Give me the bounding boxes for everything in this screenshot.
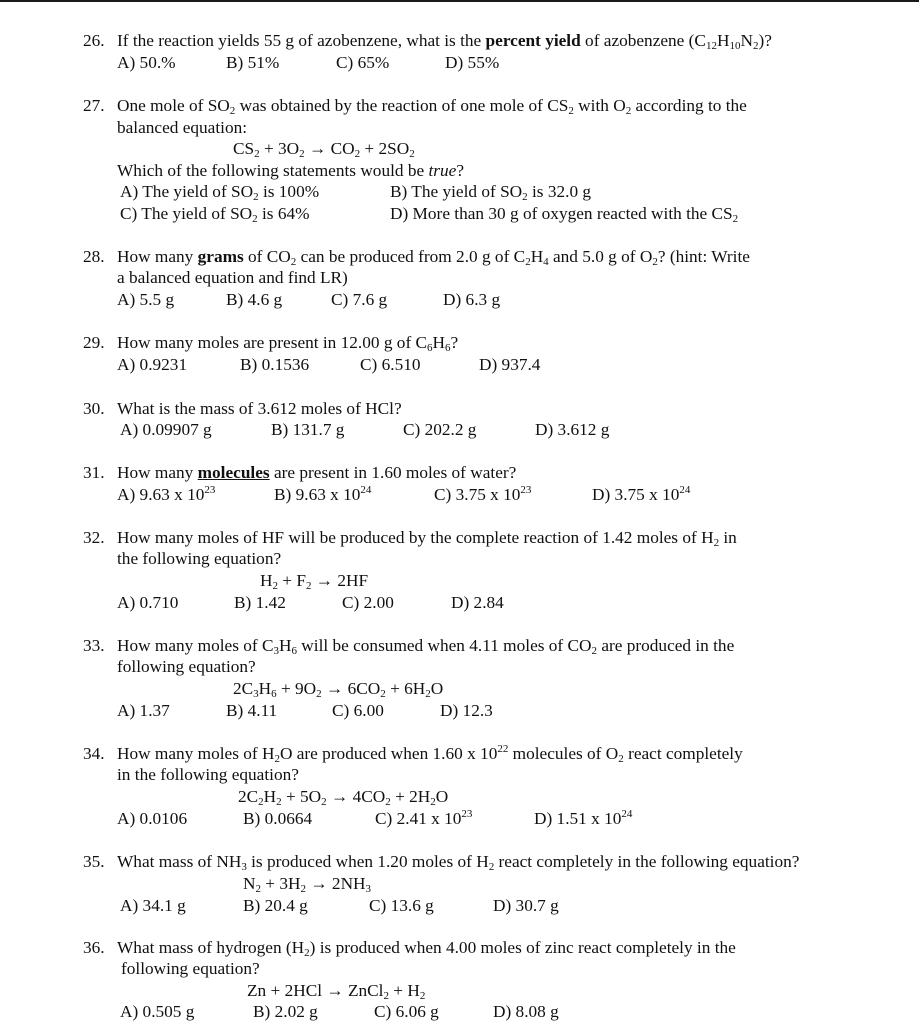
question-29-option-a[interactable]: A) 0.9231 <box>117 355 188 374</box>
question-35-option-c[interactable]: C) 13.6 g <box>369 896 434 915</box>
question-30-option-b[interactable]: B) 131.7 g <box>271 420 345 439</box>
question-34-equation: $2C_2H_2 + 5O_2 \to 4CO_2 + 2H_2O$ <box>238 787 449 808</box>
question-34-option-d[interactable]: D) 1.51 x $10^{24}$ <box>534 808 633 828</box>
question-27-equation: $CS_2 + 3O_2 \to CO_2 + 2SO_2$ <box>233 139 415 160</box>
question-31-number: 31. <box>83 463 105 482</box>
question-28-number: 28. <box>83 247 105 266</box>
question-35-option-d[interactable]: D) 30.7 g <box>493 896 559 915</box>
question-36-number: 36. <box>83 938 105 957</box>
question-31-text: How many molecules are present in 1.60 moles of water? <box>117 463 517 482</box>
question-30-option-d[interactable]: D) 3.612 g <box>535 420 610 439</box>
question-33-option-c[interactable]: C) 6.00 <box>332 701 384 720</box>
question-36-option-a[interactable]: A) 0.505 g <box>120 1002 195 1021</box>
question-26-option-a[interactable]: A) 50.% <box>117 53 176 72</box>
question-35-number: 35. <box>83 852 105 871</box>
question-36-text-line2: following equation? <box>121 959 260 978</box>
question-31-option-c[interactable]: C) 3.75 x $10^{23}$ <box>434 484 532 504</box>
question-31-option-a[interactable]: A) 9.63 x $10^{23}$ <box>117 484 216 504</box>
question-30-option-c[interactable]: C) 202.2 g <box>403 420 477 439</box>
question-28-text-line1: How many grams of $CO_2$ can be produced from 2.0 g of $C_2H_4$ and 5.0 g of $O_2$? (hint: Write <box>117 247 750 268</box>
question-29-option-d[interactable]: D) 937.4 <box>479 355 541 374</box>
question-34-text-line2: in the following equation? <box>117 765 299 784</box>
question-33-option-a[interactable]: A) 1.37 <box>117 701 170 720</box>
question-30-option-a[interactable]: A) 0.09907 g <box>120 420 212 439</box>
question-36-option-d[interactable]: D) 8.08 g <box>493 1002 559 1021</box>
question-28-option-c[interactable]: C) 7.6 g <box>331 290 388 309</box>
question-32-text-line1: How many moles of HF will be produced by the complete reaction of 1.42 moles of $H_2$ in <box>117 528 737 549</box>
question-26-option-b[interactable]: B) 51% <box>226 53 280 72</box>
question-36-option-b[interactable]: B) 2.02 g <box>253 1002 318 1021</box>
question-26-option-c[interactable]: C) 65% <box>336 53 390 72</box>
question-36-equation: Zn + 2HCl → ZnCl$_2$ + $H_2$ <box>247 981 426 1002</box>
question-32-option-a[interactable]: A) 0.710 <box>117 593 179 612</box>
question-29-option-b[interactable]: B) 0.1536 <box>240 355 310 374</box>
question-35-text: What mass of $NH_3$ is produced when 1.20 moles of $H_2$ react completely in the following equation? <box>117 852 800 873</box>
question-27-option-b[interactable]: B) The yield of $SO_2$ is 32.0 g <box>390 182 592 203</box>
question-35-option-b[interactable]: B) 20.4 g <box>243 896 308 915</box>
question-31-option-d[interactable]: D) 3.75 x $10^{24}$ <box>592 484 691 504</box>
question-29-text: How many moles are present in 12.00 g of $C_6H_6$? <box>117 333 459 354</box>
question-32-number: 32. <box>83 528 105 547</box>
question-34-option-b[interactable]: B) 0.0664 <box>243 809 313 828</box>
question-27-text-line3: Which of the following statements would be true? <box>117 161 464 180</box>
question-30-text: What is the mass of 3.612 moles of HCl? <box>117 399 402 418</box>
question-28-option-d[interactable]: D) 6.3 g <box>443 290 501 309</box>
top-border-line <box>0 0 919 2</box>
question-34-text-line1: How many moles of $H_2O$ are produced when 1.60 x $10^{22}$ molecules of $O_2$ react completely <box>117 743 743 765</box>
question-32-text-line2: the following equation? <box>117 549 282 568</box>
question-26-option-d[interactable]: D) 55% <box>445 53 500 72</box>
question-34-option-a[interactable]: A) 0.0106 <box>117 809 188 828</box>
question-29-option-c[interactable]: C) 6.510 <box>360 355 421 374</box>
question-33-equation: $2C_3H_6 + 9O_2 \to 6CO_2 + 6H_2O$ <box>233 679 444 700</box>
question-26-text: If the reaction yields 55 g of azobenzene, what is the percent yield of azobenzene $(C_{12}H_{10}N_2)$? <box>117 31 772 52</box>
question-27-text-line2: balanced equation: <box>117 118 248 137</box>
question-31-option-b[interactable]: B) 9.63 x $10^{24}$ <box>274 484 372 504</box>
question-34-number: 34. <box>83 744 105 763</box>
question-28-option-a[interactable]: A) 5.5 g <box>117 290 175 309</box>
question-32-option-b[interactable]: B) 1.42 <box>234 593 286 612</box>
question-27-number: 27. <box>83 96 105 115</box>
question-32-option-c[interactable]: C) 2.00 <box>342 593 394 612</box>
question-33-text-line1: How many moles of $C_3H_6$ will be consumed when 4.11 moles of $CO_2$ are produced in the <box>117 636 735 657</box>
question-33-option-b[interactable]: B) 4.11 <box>226 701 278 720</box>
question-35-option-a[interactable]: A) 34.1 g <box>120 896 186 915</box>
question-34-option-c[interactable]: C) 2.41 x $10^{23}$ <box>375 808 473 828</box>
question-28-text-line2: a balanced equation and find LR) <box>117 268 348 287</box>
question-33-option-d[interactable]: D) 12.3 <box>440 701 493 720</box>
question-36-option-c[interactable]: C) 6.06 g <box>374 1002 439 1021</box>
question-27-text-line1: One mole of $SO_2$ was obtained by the reaction of one mole of $CS_2$ with $O_2$ according to the <box>117 96 747 117</box>
question-36-text-line1: What mass of hydrogen $(H_2)$ is produced when 4.00 moles of zinc react completely in the <box>117 938 736 959</box>
question-27-option-d[interactable]: D) More than 30 g of oxygen reacted with the $CS_2$ <box>390 204 739 225</box>
question-30-number: 30. <box>83 399 105 418</box>
question-32-equation: $H_2 + F_2 \to 2HF$ <box>260 571 369 592</box>
question-33-text-line2: following equation? <box>117 657 256 676</box>
question-33-number: 33. <box>83 636 105 655</box>
question-27-option-a[interactable]: A) The yield of $SO_2$ is 100% <box>120 182 320 203</box>
question-28-option-b[interactable]: B) 4.6 g <box>226 290 283 309</box>
question-35-equation: $N_2 + 3H_2 \to 2NH_3$ <box>243 874 372 895</box>
question-32-option-d[interactable]: D) 2.84 <box>451 593 504 612</box>
question-26-number: 26. <box>83 31 105 50</box>
question-27-option-c[interactable]: C) The yield of $SO_2$ is 64% <box>120 204 310 225</box>
question-29-number: 29. <box>83 333 105 352</box>
